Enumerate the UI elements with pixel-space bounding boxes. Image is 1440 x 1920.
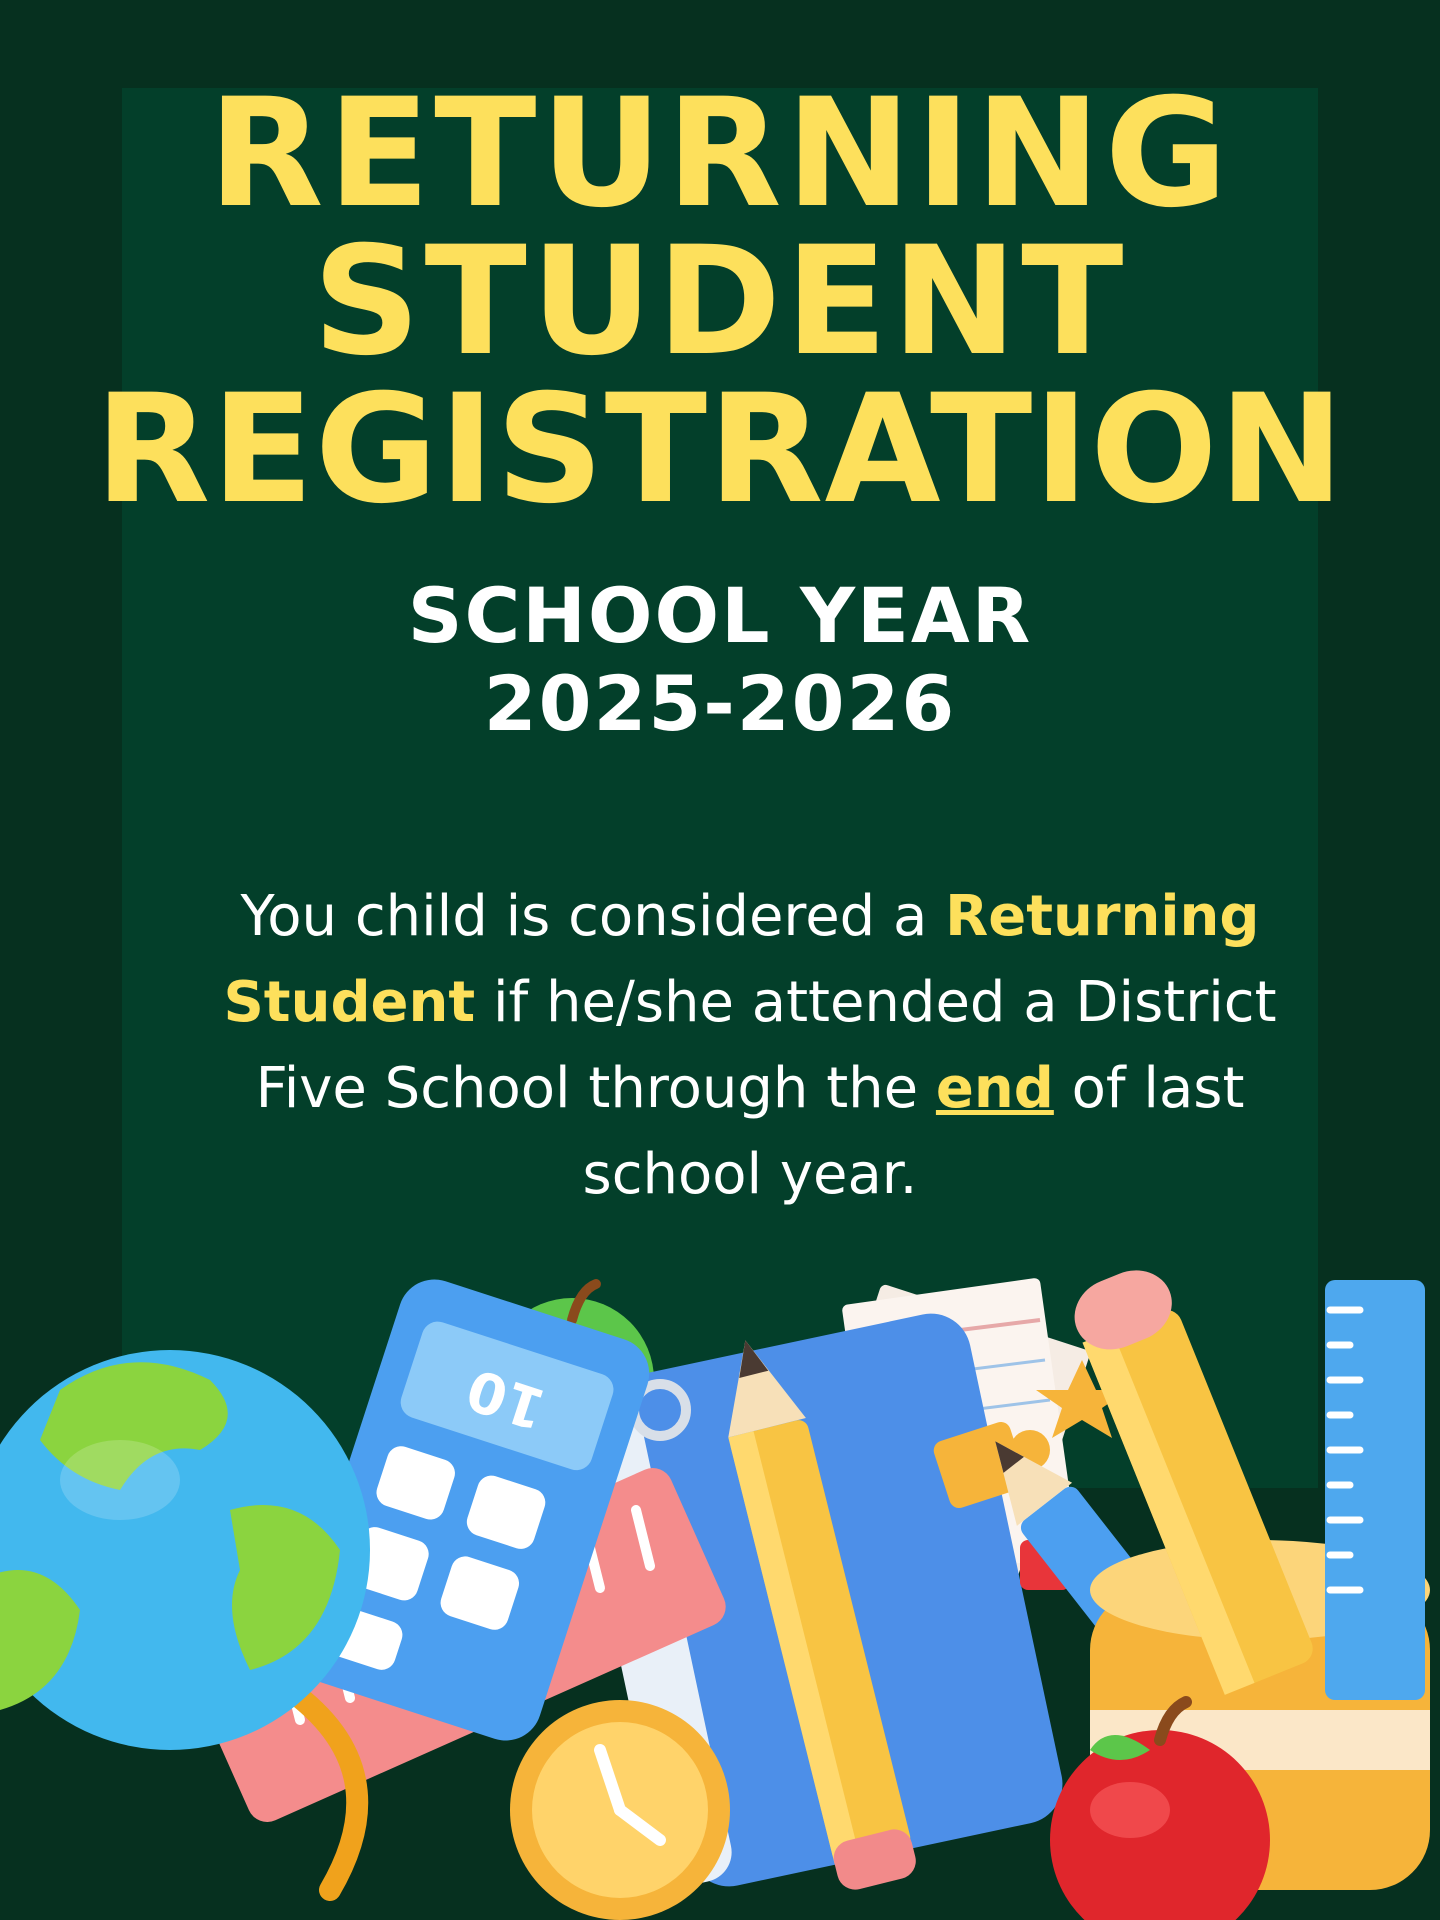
title-line-student: STUDENT bbox=[312, 215, 1128, 389]
school-year-label: SCHOOL YEAR bbox=[407, 571, 1033, 660]
school-year-range: 2025-2026 bbox=[483, 659, 957, 748]
returning-student-definition bbox=[210, 874, 1290, 1218]
definition-text-part2: if he/she attended a District Five School through the bbox=[255, 970, 1277, 1121]
calculator-display: 10 bbox=[459, 1355, 554, 1442]
title-line-returning: RETURNING bbox=[208, 67, 1232, 241]
page-title bbox=[0, 67, 1440, 537]
returning-student-highlight: Returning Student bbox=[223, 884, 1260, 1035]
blue-ruler-icon bbox=[1325, 1280, 1425, 1700]
clock-icon bbox=[510, 1700, 730, 1920]
school-supplies-illustration bbox=[0, 1250, 1440, 1920]
globe-icon bbox=[0, 1350, 370, 1890]
title-line-registration: REGISTRATION bbox=[94, 363, 1346, 537]
school-year-heading bbox=[0, 572, 1440, 748]
definition-text-part1: You child is considered a bbox=[240, 884, 946, 949]
end-highlight: end bbox=[935, 1056, 1054, 1121]
definition-text-part3: of last school year. bbox=[582, 1056, 1245, 1207]
